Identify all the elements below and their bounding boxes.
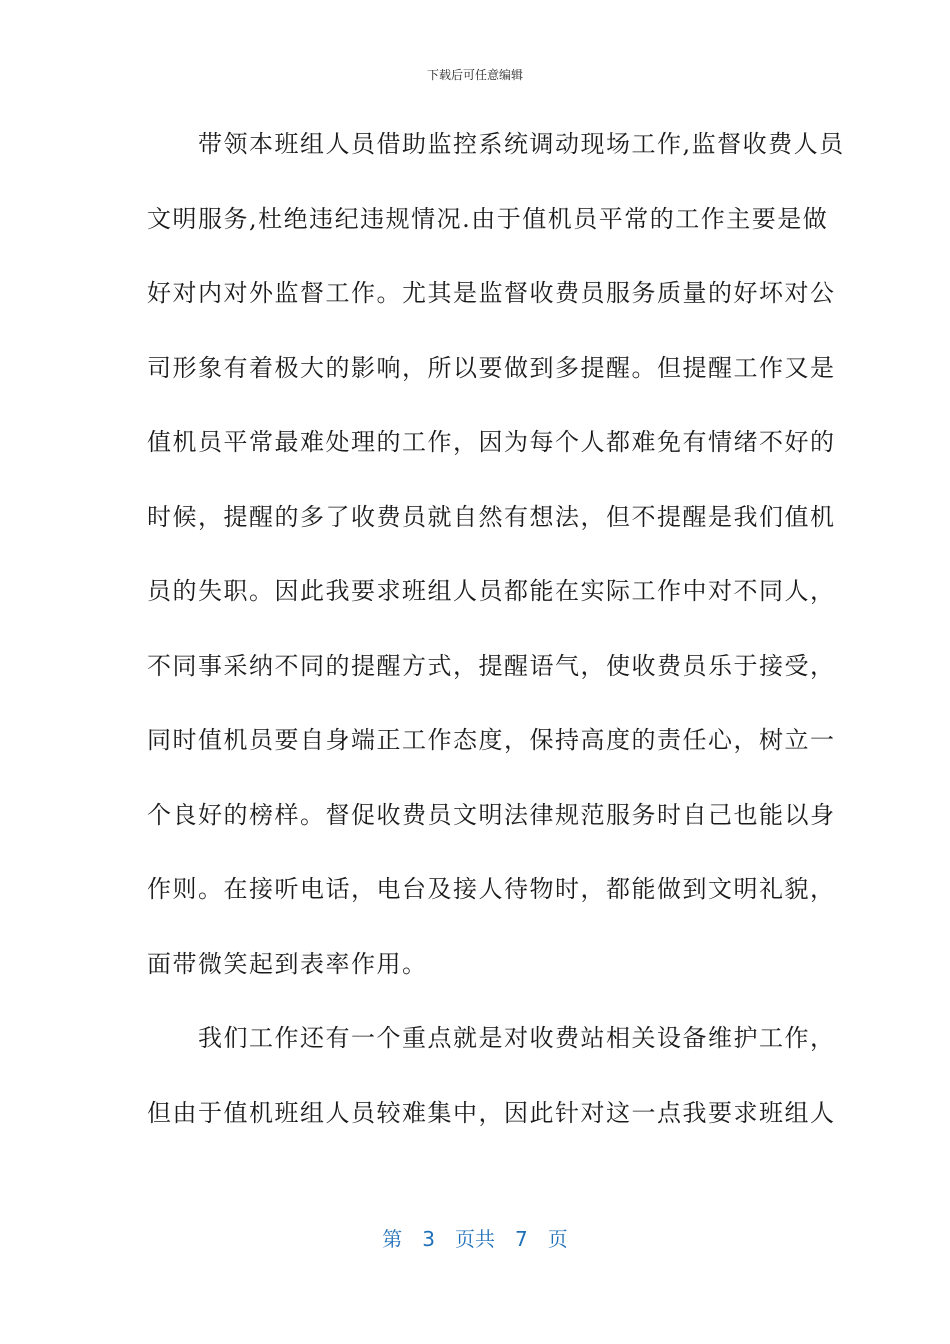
text-line: 同时值机员要自身端正工作态度，保持高度的责任心，树立一 bbox=[147, 726, 836, 754]
text-line: 面带微笑起到表率作用。 bbox=[147, 950, 428, 978]
text-line: 员的失职。因此我要求班组人员都能在实际工作中对不同人， bbox=[147, 577, 836, 605]
text-line: 时候，提醒的多了收费员就自然有想法，但不提醒是我们值机 bbox=[147, 503, 836, 531]
text-line: 不同事采纳不同的提醒方式，提醒语气，使收费员乐于接受， bbox=[147, 652, 836, 680]
page-number: 第 3 页共 7 页 bbox=[382, 1227, 568, 1251]
text-line: 值机员平常最难处理的工作，因为每个人都难免有情绪不好的 bbox=[147, 428, 836, 456]
page-header: 下载后可任意编辑 bbox=[426, 68, 523, 82]
text-line: 带领本班组人员借助监控系统调动现场工作,监督收费人员 bbox=[147, 130, 845, 158]
text-line: 好对内对外监督工作。尤其是监督收费员服务质量的好坏对公 bbox=[147, 279, 836, 307]
text-line: 作则。在接听电话，电台及接人待物时，都能做到文明礼貌， bbox=[147, 875, 836, 903]
text-line: 但由于值机班组人员较难集中，因此针对这一点我要求班组人 bbox=[147, 1099, 836, 1127]
text-line: 我们工作还有一个重点就是对收费站相关设备维护工作， bbox=[147, 1024, 836, 1052]
text-line: 文明服务,杜绝违纪违规情况.由于值机员平常的工作主要是做 bbox=[147, 205, 829, 233]
text-line: 个良好的榜样。督促收费员文明法律规范服务时自己也能以身 bbox=[147, 801, 836, 829]
text-line: 司形象有着极大的影响，所以要做到多提醒。但提醒工作又是 bbox=[147, 354, 836, 382]
